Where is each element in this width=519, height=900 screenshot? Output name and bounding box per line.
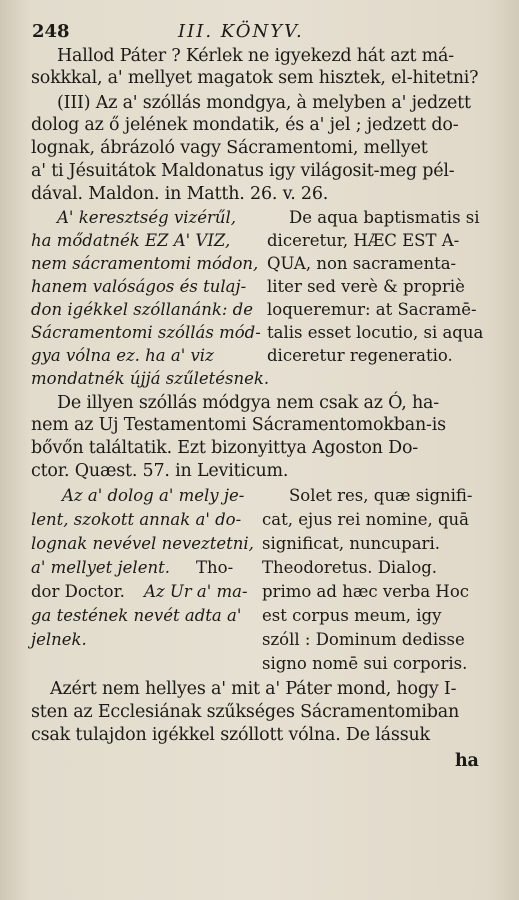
latin-column-line: diceretur, HÆC EST A- <box>267 231 460 250</box>
latin-column-line: QUA, non sacramenta- <box>267 254 457 273</box>
hungarian-column-line: don igékkel szóllanánk: de <box>31 300 253 319</box>
text-line: csak tulajdon igékkel szóllott vólna. De lássuk <box>31 725 430 745</box>
latin-column-line: signo nomē sui corporis. <box>262 654 468 673</box>
hungarian-column-line: Sácramentomi szóllás mód- <box>31 323 261 342</box>
text-line: (III) Az a' szóllás mondgya, à melyben a' jedzett <box>57 93 471 113</box>
hungarian-column-line: jelnek. <box>31 630 87 649</box>
hungarian-column-line: lent, szokott annak a' do- <box>31 510 242 529</box>
text-line: bővőn találtatik. Ezt bizonyittya Agoston Do- <box>31 438 418 458</box>
text-line: Hallod Páter ? Kérlek ne igyekezd hát azt má- <box>57 46 454 66</box>
hungarian-column-line: Tho- <box>196 558 234 577</box>
latin-column-line: szóll : Dominum dedisse <box>262 630 465 649</box>
text-line: sokkkal, a' mellyet magatok sem hisztek, el-hitetni? <box>31 68 479 88</box>
text-line: dával. Maldon. in Matth. 26. v. 26. <box>31 184 329 204</box>
text-line: nem az Uj Testamentomi Sácramentomokban-is <box>31 415 446 435</box>
latin-column-line: est corpus meum, igy <box>262 606 442 625</box>
hungarian-column-line: lognak nevével neveztetni, <box>31 534 254 553</box>
text-line: lognak, ábrázoló vagy Sácramentomi, mellyet <box>31 138 428 158</box>
hungarian-column-line: hanem valóságos és tulaj- <box>31 277 247 296</box>
hungarian-column-line: gya vólna ez. ha a' viz <box>31 346 214 365</box>
latin-column-line: primo ad hæc verba Hoc <box>262 582 469 601</box>
hungarian-column-line: nem sácramentomi módon, <box>31 254 259 273</box>
hungarian-column-line: mondatnék újjá szűletésnek. <box>31 369 270 388</box>
page-number: 248 <box>32 21 70 42</box>
latin-column-line: De aqua baptismatis si <box>289 208 480 227</box>
text-line: dolog az ő jelének mondatik, és a' jel ; jedzett do- <box>31 115 459 135</box>
hungarian-column-line: Az Ur a' ma- <box>144 582 248 601</box>
text-line: Azért nem hellyes a' mit a' Páter mond, hogy I- <box>50 679 457 699</box>
hungarian-column-line: A' keresztség vizérűl, <box>57 208 237 227</box>
hungarian-column-line: ha mődatnék EZ A' VIZ, <box>31 231 231 250</box>
text-line: ctor. Quæst. 57. in Leviticum. <box>31 461 289 481</box>
latin-column-line: talis esset locutio, si aqua <box>267 323 484 342</box>
text-line: De illyen szóllás módgya nem csak az Ó, ha- <box>57 393 439 413</box>
catchword: ha <box>455 751 479 771</box>
latin-column-line: liter sed verè & propriè <box>267 277 465 296</box>
latin-column-line: Solet res, quæ signifi- <box>289 486 473 505</box>
latin-column-line: diceretur regeneratio. <box>267 346 453 365</box>
latin-column-line: Theodoretus. Dialog. <box>262 558 438 577</box>
hungarian-column-line: Az a' dolog a' mely je- <box>62 486 245 505</box>
latin-column-line: loqueremur: at Sacramē- <box>267 300 477 319</box>
text-line: a' ti Jésuitátok Maldonatus igy világosit-meg pél- <box>31 161 455 181</box>
running-title: III. KÖNYV. <box>178 21 304 42</box>
hungarian-column-line: dor Doctor. <box>31 582 125 601</box>
latin-column-line: cat, ejus rei nomine, quā <box>262 510 469 529</box>
hungarian-column-line: a' mellyet jelent. <box>31 558 170 577</box>
latin-column-line: significat, nuncupari. <box>262 534 440 553</box>
text-line: sten az Ecclesiának szűkséges Sácramentomiban <box>31 702 460 722</box>
hungarian-column-line: ga testének nevét adta a' <box>31 606 242 625</box>
